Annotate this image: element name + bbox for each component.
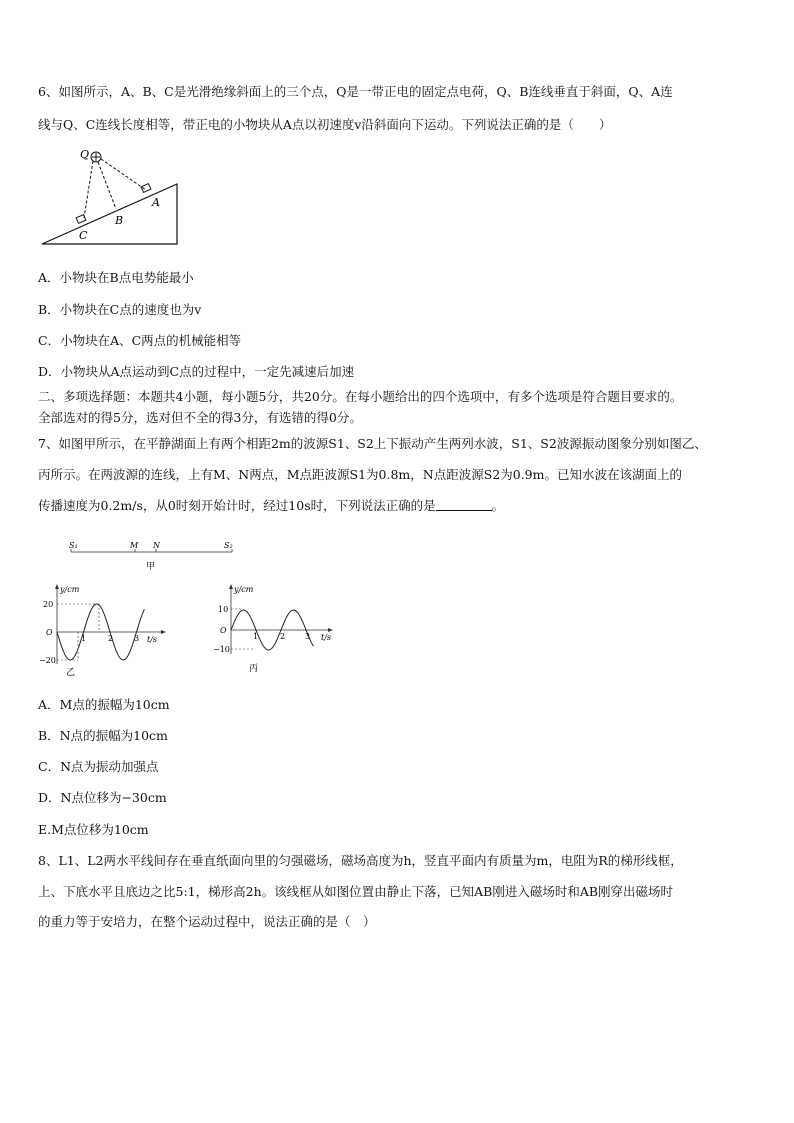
q8-stem-line-2: 上、下底水平且底边之比5:1，梯形高2h。该线框从如图位置由静止下落，已知AB刚进入磁场时和AB刚穿出磁场时 bbox=[38, 884, 674, 899]
q7-stem-line-1: 7、如图甲所示，在平静湖面上有两个相距2m的波源S1、S2上下振动产生两列水波，S1、S2波源振动图象分别如图乙、 bbox=[38, 436, 707, 451]
yi-xtick-2: 2 bbox=[108, 634, 114, 643]
q7-stem-line-3-text: 传播速度为0.2m/s，从0时刻开始计时，经过10s时，下列说法正确的是 bbox=[38, 498, 436, 513]
label-a: A bbox=[152, 196, 160, 209]
q6-stem-line-2: 线与Q、C连线长度相等，带正电的小物块从A点以初速度v沿斜面向下运动。下列说法正确的是（ ） bbox=[38, 117, 612, 132]
q7-option-c: C．N点为振动加强点 bbox=[38, 759, 159, 774]
bing-xtick-3: 3 bbox=[305, 632, 311, 641]
label-m: M bbox=[130, 541, 139, 550]
bing-ylabel: y/cm bbox=[234, 585, 254, 594]
q7-figure-yi bbox=[36, 582, 171, 677]
caption-jia: 甲 bbox=[146, 562, 156, 572]
q7-figure-bing bbox=[213, 582, 338, 677]
bing-xlabel: t/s bbox=[321, 633, 332, 642]
q6-option-d: D．小物块从A点运动到C点的过程中，一定先减速后加速 bbox=[38, 364, 355, 379]
q7-stem-line-3-end: 。 bbox=[491, 498, 505, 513]
q7-option-d: D．N点位移为−30cm bbox=[38, 790, 167, 805]
q7-option-b: B．N点的振幅为10cm bbox=[38, 728, 168, 743]
yi-ytick-top: 20 bbox=[43, 600, 54, 609]
label-b: B bbox=[115, 214, 124, 227]
label-n: N bbox=[153, 541, 160, 550]
q7-figure-jia bbox=[56, 538, 246, 578]
bing-xtick-2: 2 bbox=[280, 632, 286, 641]
section-2-heading-line-2: 全部选对的得5分，选对但不全的得3分，有选错的得0分。 bbox=[38, 410, 362, 425]
q6-incline-figure bbox=[36, 140, 186, 248]
q7-stem-line-3 bbox=[38, 498, 504, 514]
label-s2: S₂ bbox=[224, 541, 233, 550]
yi-ytick-bottom: −20 bbox=[39, 656, 56, 665]
caption-bing: 丙 bbox=[249, 664, 259, 674]
label-q: Q bbox=[80, 148, 90, 161]
bing-ytick-bottom: −10 bbox=[213, 645, 230, 654]
yi-ylabel: y/cm bbox=[60, 585, 80, 594]
q8-stem-line-1: 8、L1、L2两水平线间存在垂直纸面向里的匀强磁场，磁场高度为h，竖直平面内有质量为m，电阻为R的梯形线框， bbox=[38, 853, 683, 868]
q6-stem-line-1: 6、如图所示，A、B、C是光滑绝缘斜面上的三个点，Q是一带正电的固定点电荷，Q、B连线垂直于斜面，Q、A连 bbox=[38, 84, 673, 99]
q7-option-e: E.M点位移为10cm bbox=[38, 822, 149, 837]
bing-xtick-1: 1 bbox=[253, 632, 259, 641]
label-c: C bbox=[79, 229, 88, 242]
q8-stem-line-3: 的重力等于安培力，在整个运动过程中，说法正确的是（ ） bbox=[38, 914, 376, 929]
bing-origin: O bbox=[220, 626, 227, 635]
q7-option-a: A．M点的振幅为10cm bbox=[38, 697, 170, 712]
q7-stem-line-2: 丙所示。在两波源的连线，上有M、N两点，M点距波源S1为0.8m，N点距波源S2为0.9m。已知水波在该湖面上的 bbox=[38, 467, 682, 482]
answer-blank bbox=[436, 498, 492, 511]
label-s1: S₁ bbox=[69, 541, 78, 550]
q6-option-a: A．小物块在B点电势能最小 bbox=[38, 270, 194, 285]
caption-yi: 乙 bbox=[66, 668, 76, 677]
yi-origin: O bbox=[46, 628, 53, 637]
yi-xtick-3: 3 bbox=[134, 634, 140, 643]
q6-option-c: C．小物块在A、C两点的机械能相等 bbox=[38, 333, 242, 348]
section-2-heading-line-1: 二、多项选择题：本题共4小题，每小题5分，共20分。在每小题给出的四个选项中，有多个选项是符合题目要求的。 bbox=[38, 389, 683, 404]
yi-xlabel: t/s bbox=[147, 635, 158, 644]
yi-xtick-1: 1 bbox=[81, 634, 87, 643]
q6-option-b: B．小物块在C点的速度也为v bbox=[38, 302, 202, 317]
bing-ytick-top: 10 bbox=[218, 605, 229, 614]
